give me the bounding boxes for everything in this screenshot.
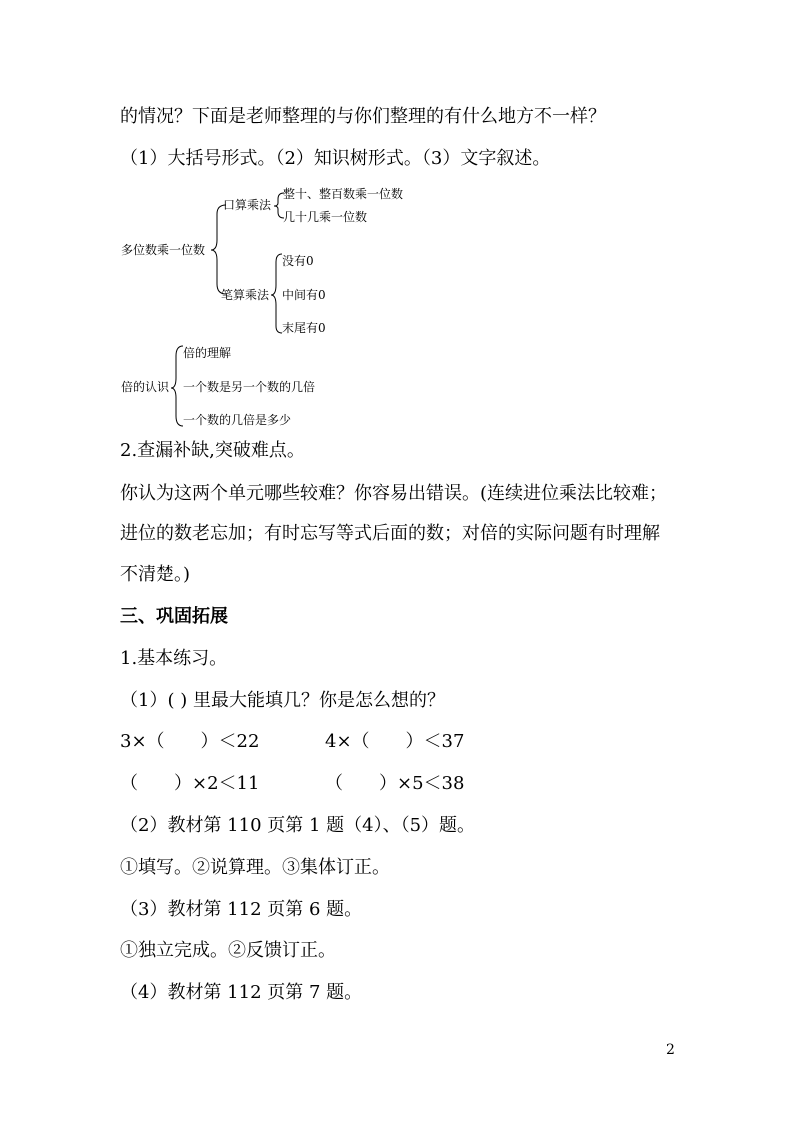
section2-title: 2.查漏补缺,突破难点。 [120,440,305,461]
para-line-2: 进位的数老忘加；有时忘写等式后面的数；对倍的实际问题有时理解 [120,523,660,544]
question-1: （1）( ) 里最大能填几？你是怎么想的？ [120,690,445,711]
para-line-1: 你认为这两个单元哪些较难？你容易出错误。(连续进位乘法比较难； [120,483,668,504]
multiple-brace [171,346,183,426]
written-label: 笔算乘法 [221,288,270,302]
oral-item-1: 整十、整百数乘一位数 [283,187,404,201]
tree2-item-2: 一个数是另一个数的几倍 [183,380,316,394]
main-brace [211,205,226,294]
inequality-4: （ ）×5＜38 [325,773,465,794]
tree2-item-3: 一个数的几倍是多少 [183,413,292,427]
basic-practice: 1.基本练习。 [120,648,228,669]
tree2-root: 倍的认识 [121,380,170,394]
intro-line: 的情况？下面是老师整理的与你们整理的有什么地方不一样？ [120,106,606,127]
written-item-3: 末尾有0 [282,321,326,335]
question-4: （4）教材第 112 页第 7 题。 [120,982,363,1003]
para-line-3: 不清楚。) [120,564,191,585]
question-3-steps: ①独立完成。②反馈订正。 [120,940,336,961]
inequality-2: 4×（ ）＜37 [325,731,465,752]
forms-line: （1）大括号形式。（2）知识树形式。（3）文字叙述。 [120,148,551,169]
tree2-item-1: 倍的理解 [183,346,232,360]
tree1-root: 多位数乘一位数 [121,243,206,257]
written-brace [271,254,282,333]
oral-item-2: 几十几乘一位数 [283,210,368,224]
question-2-steps: ①填写。②说算理。③集体订正。 [120,857,390,878]
page-number: 2 [666,1042,675,1058]
inequality-1: 3×（ ）＜22 [120,731,260,752]
inequality-3: （ ）×2＜11 [120,773,260,794]
question-3: （3）教材第 112 页第 6 题。 [120,899,363,920]
written-item-1: 没有0 [282,254,314,268]
oral-label: 口算乘法 [223,198,272,212]
section3-title: 三、巩固拓展 [120,606,228,627]
written-item-2: 中间有0 [282,288,326,302]
question-2: （2）教材第 110 页第 1 题（4）、（5）题。 [120,815,476,836]
